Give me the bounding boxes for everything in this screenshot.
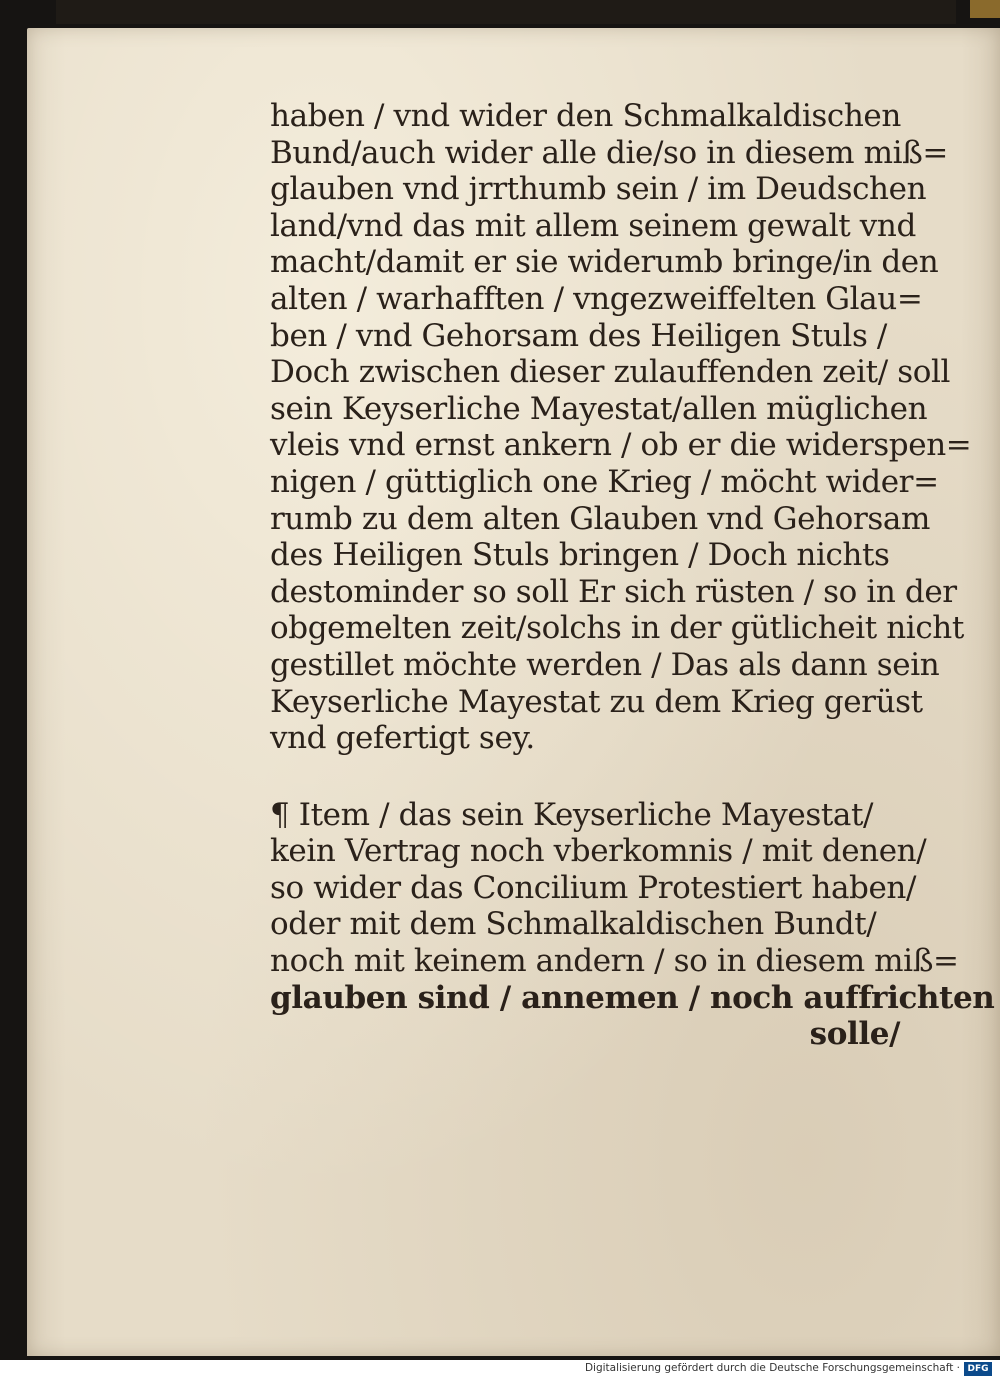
scanner-bed-edge [56,0,956,24]
text-line: alten / warhafften / vngezweiffelten Glau= [270,280,923,317]
text-line: Keyserliche Mayestat zu dem Krieg gerüst [270,683,923,720]
catchword: solle/ [809,1016,900,1053]
text-line: glauben vnd jrrthumb sein / im Deudschen [270,171,927,208]
text-line: vnd gefertigt sey. [270,720,535,757]
text-line: Bund/auch wider alle die/so in diesem miß= [270,134,948,171]
text-line: glauben sind / annemen / noch auffrichten [270,979,995,1016]
text-line: oder mit dem Schmalkaldischen Bundt/ [270,906,877,943]
text-line: vleis vnd ernst ankern / ob er die widerspen= [270,427,972,464]
book-page [27,28,1000,1356]
paragraph-gap [270,757,920,797]
text-line: rumb zu dem alten Glauben vnd Gehorsam [270,500,930,537]
text-line: nigen / güttiglich one Krieg / möcht wider= [270,463,939,500]
color-calibration-mark [970,0,1000,18]
text-line: macht/damit er sie widerumb bringe/in den [270,244,939,281]
text-line: destominder so soll Er sich rüsten / so in der [270,573,957,610]
text-line: land/vnd das mit allem seinem gewalt vnd [270,207,916,244]
text-line: noch mit keinem andern / so in diesem miß= [270,943,959,980]
text-line: ben / vnd Gehorsam des Heiligen Stuls / [270,317,887,354]
text-line: sein Keyserliche Mayestat/allen müglichen [270,390,928,427]
text-line: des Heiligen Stuls bringen / Doch nichts [270,537,890,574]
text-line: kein Vertrag noch vberkomnis / mit denen/ [270,833,927,870]
page-text [270,98,995,1053]
dfg-logo: DFG [964,1362,992,1376]
text-line: obgemelten zeit/solchs in der gütlicheit nicht [270,610,964,647]
text-line: so wider das Concilium Protestiert haben/ [270,869,917,906]
text-line: ¶ Item / das sein Keyserliche Mayestat/ [270,796,874,833]
text-line: Doch zwischen dieser zulauffenden zeit/ soll [270,354,950,391]
funding-credit: Digitalisierung gefördert durch die Deutsche Forschungsgemeinschaft · [584,1362,960,1374]
text-line: gestillet möchte werden / Das als dann sein [270,646,940,683]
text-line: haben / vnd wider den Schmalkaldischen [270,98,901,134]
